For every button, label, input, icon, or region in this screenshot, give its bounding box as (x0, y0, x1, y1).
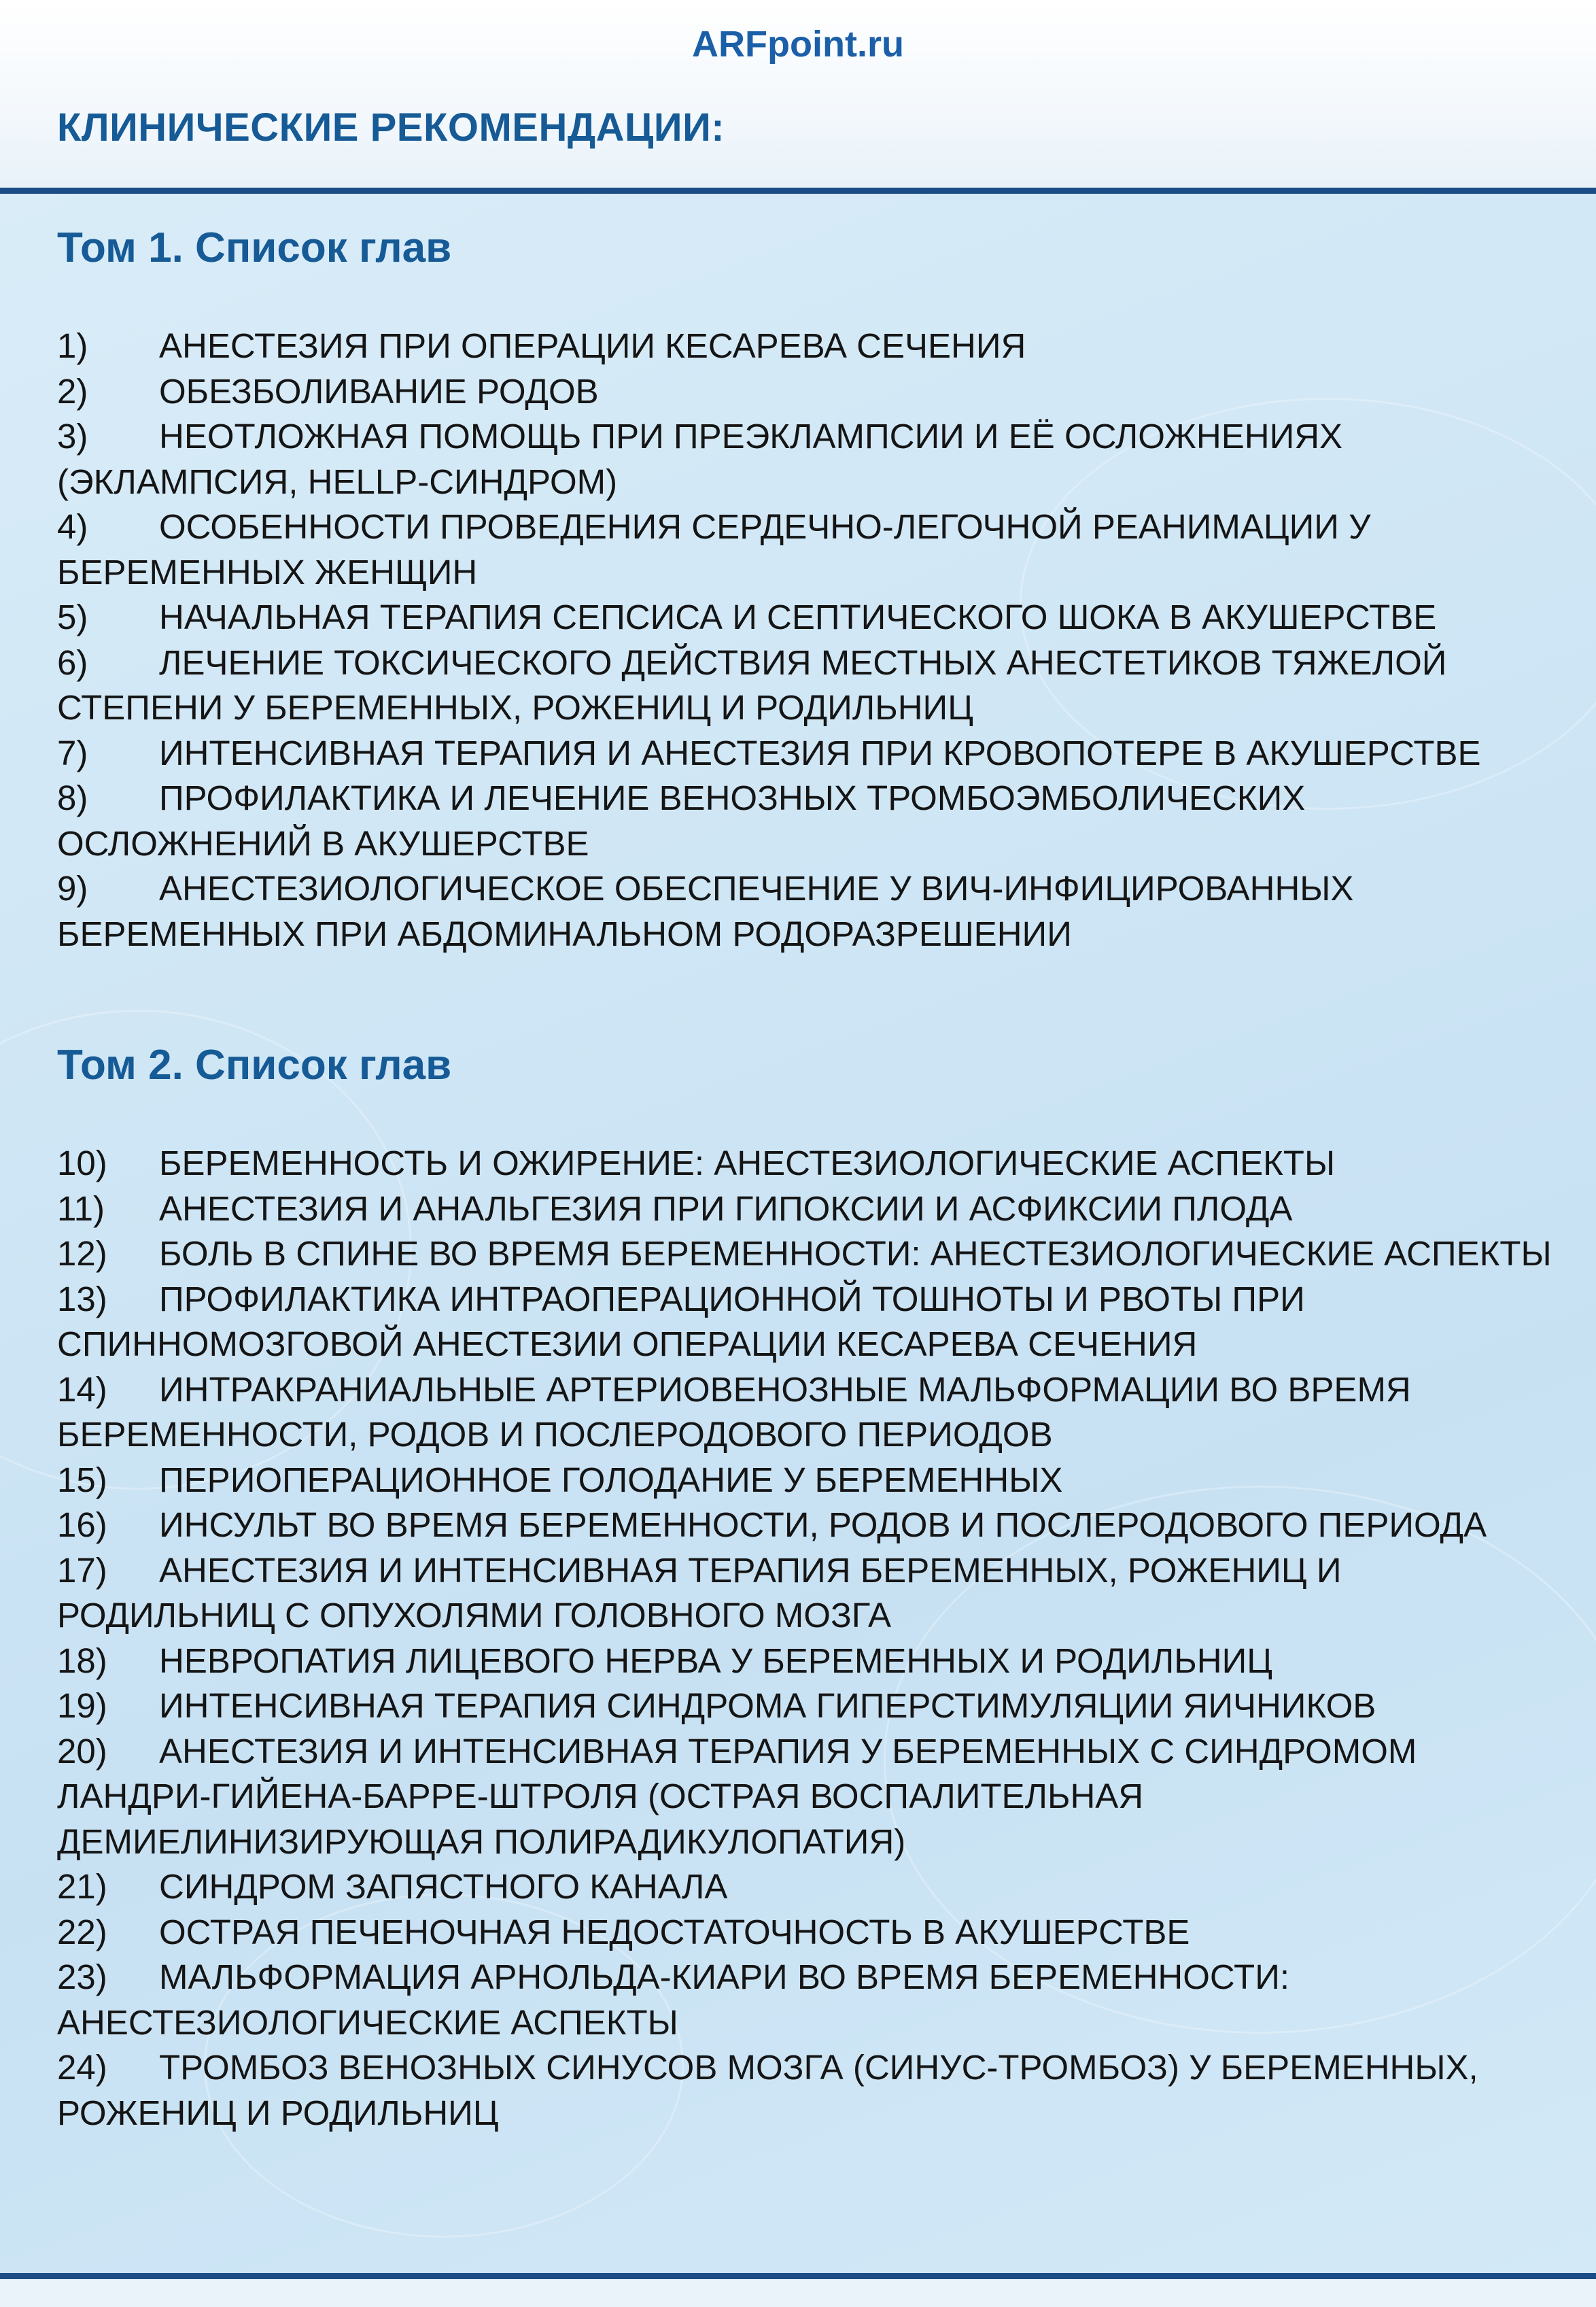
chapter-title: ПРОФИЛАКТИКА ИНТРАОПЕРАЦИОННОЙ ТОШНОТЫ И РВОТЫ ПРИ СПИННОМОЗГОВОЙ АНЕСТЕЗИИ ОПЕРАЦИИ КЕСАРЕВА СЕЧЕНИЯ (57, 1279, 1305, 1363)
chapter-title: НЕОТЛОЖНАЯ ПОМОЩЬ ПРИ ПРЕЭКЛАМПСИИ И ЕЁ ОСЛОЖНЕНИЯХ (ЭКЛАМПСИЯ, HELLP-СИНДРОМ) (57, 417, 1343, 501)
chapter-title: АНЕСТЕЗИЯ И АНАЛЬГЕЗИЯ ПРИ ГИПОКСИИ И АСФИКСИИ ПЛОДА (159, 1189, 1293, 1228)
chapter-number: 14) (57, 1369, 107, 1409)
chapter-number: 3) (57, 417, 88, 456)
chapter-item (57, 1684, 1552, 1729)
chapter-title: ПРОФИЛАКТИКА И ЛЕЧЕНИЕ ВЕНОЗНЫХ ТРОМБОЭМБОЛИЧЕСКИХ ОСЛОЖНЕНИЙ В АКУШЕРСТВЕ (57, 779, 1306, 863)
chapter-item (57, 414, 1552, 505)
chapter-title: ЛЕЧЕНИЕ ТОКСИЧЕСКОГО ДЕЙСТВИЯ МЕСТНЫХ АНЕСТЕТИКОВ ТЯЖЕЛОЙ СТЕПЕНИ У БЕРЕМЕННЫХ, РОЖЕНИЦ И РОДИЛЬНИЦ (57, 643, 1447, 727)
chapter-title: ИНТРАКРАНИАЛЬНЫЕ АРТЕРИОВЕНОЗНЫЕ МАЛЬФОРМАЦИИ ВО ВРЕМЯ БЕРЕМЕННОСТИ, РОДОВ И ПОСЛЕРОДОВОГО ПЕРИОДОВ (57, 1369, 1411, 1454)
page-header (0, 0, 1596, 188)
chapter-number: 6) (57, 643, 88, 682)
chapter-item (57, 640, 1552, 731)
volume-2-heading: Том 2. Список глав (57, 1042, 452, 1089)
chapter-title: АНЕСТЕЗИЯ ПРИ ОПЕРАЦИИ КЕСАРЕВА СЕЧЕНИЯ (159, 326, 1026, 365)
chapter-number: 20) (57, 1731, 107, 1771)
chapter-title: НАЧАЛЬНАЯ ТЕРАПИЯ СЕПСИСА И СЕПТИЧЕСКОГО ШОКА В АКУШЕРСТВЕ (159, 598, 1437, 636)
site-name: ARFpoint.ru (692, 24, 904, 65)
chapter-title: ОБЕЗБОЛИВАНИЕ РОДОВ (159, 371, 599, 411)
document-title: КЛИНИЧЕСКИЕ РЕКОМЕНДАЦИИ: (57, 105, 725, 150)
chapter-number: 18) (57, 1641, 107, 1680)
chapter-item (57, 1458, 1552, 1503)
chapter-item (57, 1367, 1552, 1458)
chapter-title: АНЕСТЕЗИЯ И ИНТЕНСИВНАЯ ТЕРАПИЯ У БЕРЕМЕННЫХ С СИНДРОМОМ ЛАНДРИ-ГИЙЕНА-БАРРЕ-ШТРОЛЯ (ОСТРАЯ ВОСПАЛИТЕЛЬНАЯ ДЕМИЕЛИНИЗИРУЮЩАЯ ПОЛИРАДИКУЛОПАТИЯ) (57, 1731, 1417, 1861)
chapter-number: 22) (57, 1912, 107, 1951)
chapter-item (57, 324, 1552, 369)
chapter-item (57, 776, 1552, 866)
chapter-number: 24) (57, 2048, 107, 2087)
chapter-item (57, 1910, 1552, 1955)
chapter-title: ПЕРИОПЕРАЦИОННОЕ ГОЛОДАНИЕ У БЕРЕМЕННЫХ (159, 1460, 1063, 1499)
chapter-item (57, 866, 1552, 957)
chapter-title: СИНДРОМ ЗАПЯСТНОГО КАНАЛА (159, 1867, 728, 1906)
chapter-number: 13) (57, 1279, 107, 1318)
chapter-item (57, 505, 1552, 595)
chapter-item (57, 731, 1552, 776)
chapter-number: 21) (57, 1867, 107, 1906)
chapter-item (57, 1639, 1552, 1684)
volume-2 (57, 1038, 1552, 2136)
chapter-number: 5) (57, 598, 88, 636)
chapter-number: 23) (57, 1958, 107, 1996)
volume-1 (57, 221, 1552, 957)
chapter-item (57, 2045, 1552, 2136)
chapter-number: 8) (57, 779, 88, 817)
chapter-number: 19) (57, 1686, 107, 1725)
chapter-number: 7) (57, 733, 88, 772)
chapter-item (57, 1141, 1552, 1186)
volume-2-chapter-list (57, 1141, 1552, 2136)
chapter-title: МАЛЬФОРМАЦИЯ АРНОЛЬДА-КИАРИ ВО ВРЕМЯ БЕРЕМЕННОСТИ: АНЕСТЕЗИОЛОГИЧЕСКИЕ АСПЕКТЫ (57, 1958, 1290, 2042)
chapter-number: 4) (57, 507, 88, 546)
chapter-item (57, 595, 1552, 640)
chapter-item (57, 1548, 1552, 1639)
chapter-title: АНЕСТЕЗИЯ И ИНТЕНСИВНАЯ ТЕРАПИЯ БЕРЕМЕННЫХ, РОЖЕНИЦ И РОДИЛЬНИЦ С ОПУХОЛЯМИ ГОЛОВНОГО МОЗГА (57, 1550, 1342, 1635)
chapter-number: 10) (57, 1144, 107, 1182)
content-area (0, 194, 1596, 2273)
chapter-item (57, 369, 1552, 415)
chapter-title: ИНТЕНСИВНАЯ ТЕРАПИЯ СИНДРОМА ГИПЕРСТИМУЛЯЦИИ ЯИЧНИКОВ (159, 1686, 1376, 1725)
chapter-item (57, 1277, 1552, 1367)
chapter-title: БОЛЬ В СПИНЕ ВО ВРЕМЯ БЕРЕМЕННОСТИ: АНЕСТЕЗИОЛОГИЧЕСКИЕ АСПЕКТЫ (159, 1234, 1552, 1273)
chapter-number: 12) (57, 1234, 107, 1273)
bottom-divider (0, 2273, 1596, 2279)
chapter-number: 15) (57, 1460, 107, 1499)
chapter-number: 16) (57, 1505, 107, 1544)
volume-1-chapter-list (57, 324, 1552, 957)
chapter-title: ИНТЕНСИВНАЯ ТЕРАПИЯ И АНЕСТЕЗИЯ ПРИ КРОВОПОТЕРЕ В АКУШЕРСТВЕ (159, 733, 1481, 772)
chapter-title: ТРОМБОЗ ВЕНОЗНЫХ СИНУСОВ МОЗГА (СИНУС-ТРОМБОЗ) У БЕРЕМЕННЫХ, РОЖЕНИЦ И РОДИЛЬНИЦ (57, 2048, 1478, 2132)
chapter-title: ОСТРАЯ ПЕЧЕНОЧНАЯ НЕДОСТАТОЧНОСТЬ В АКУШЕРСТВЕ (159, 1912, 1190, 1951)
top-divider (0, 188, 1596, 194)
chapter-item (57, 1186, 1552, 1232)
chapter-item (57, 1729, 1552, 1865)
chapter-number: 17) (57, 1550, 107, 1590)
chapter-title: ОСОБЕННОСТИ ПРОВЕДЕНИЯ СЕРДЕЧНО-ЛЕГОЧНОЙ РЕАНИМАЦИИ У БЕРЕМЕННЫХ ЖЕНЩИН (57, 507, 1371, 592)
chapter-number: 2) (57, 371, 88, 411)
chapter-title: АНЕСТЕЗИОЛОГИЧЕСКОЕ ОБЕСПЕЧЕНИЕ У ВИЧ-ИНФИЦИРОВАННЫХ БЕРЕМЕННЫХ ПРИ АБДОМИНАЛЬНОМ РОДОРАЗРЕШЕНИИ (57, 869, 1354, 953)
page-footer (0, 2279, 1596, 2307)
chapter-title: БЕРЕМЕННОСТЬ И ОЖИРЕНИЕ: АНЕСТЕЗИОЛОГИЧЕСКИЕ АСПЕКТЫ (159, 1144, 1336, 1182)
chapter-item (57, 1231, 1552, 1277)
chapter-item (57, 1864, 1552, 1910)
chapter-title: ИНСУЛЬТ ВО ВРЕМЯ БЕРЕМЕННОСТИ, РОДОВ И ПОСЛЕРОДОВОГО ПЕРИОДА (159, 1505, 1487, 1544)
chapter-number: 11) (57, 1189, 105, 1228)
chapter-title: НЕВРОПАТИЯ ЛИЦЕВОГО НЕРВА У БЕРЕМЕННЫХ И РОДИЛЬНИЦ (159, 1641, 1272, 1680)
chapter-number: 1) (57, 326, 88, 365)
chapter-item (57, 1955, 1552, 2045)
volume-1-heading: Том 1. Список глав (57, 224, 452, 271)
chapter-number: 9) (57, 869, 88, 908)
chapter-item (57, 1503, 1552, 1548)
